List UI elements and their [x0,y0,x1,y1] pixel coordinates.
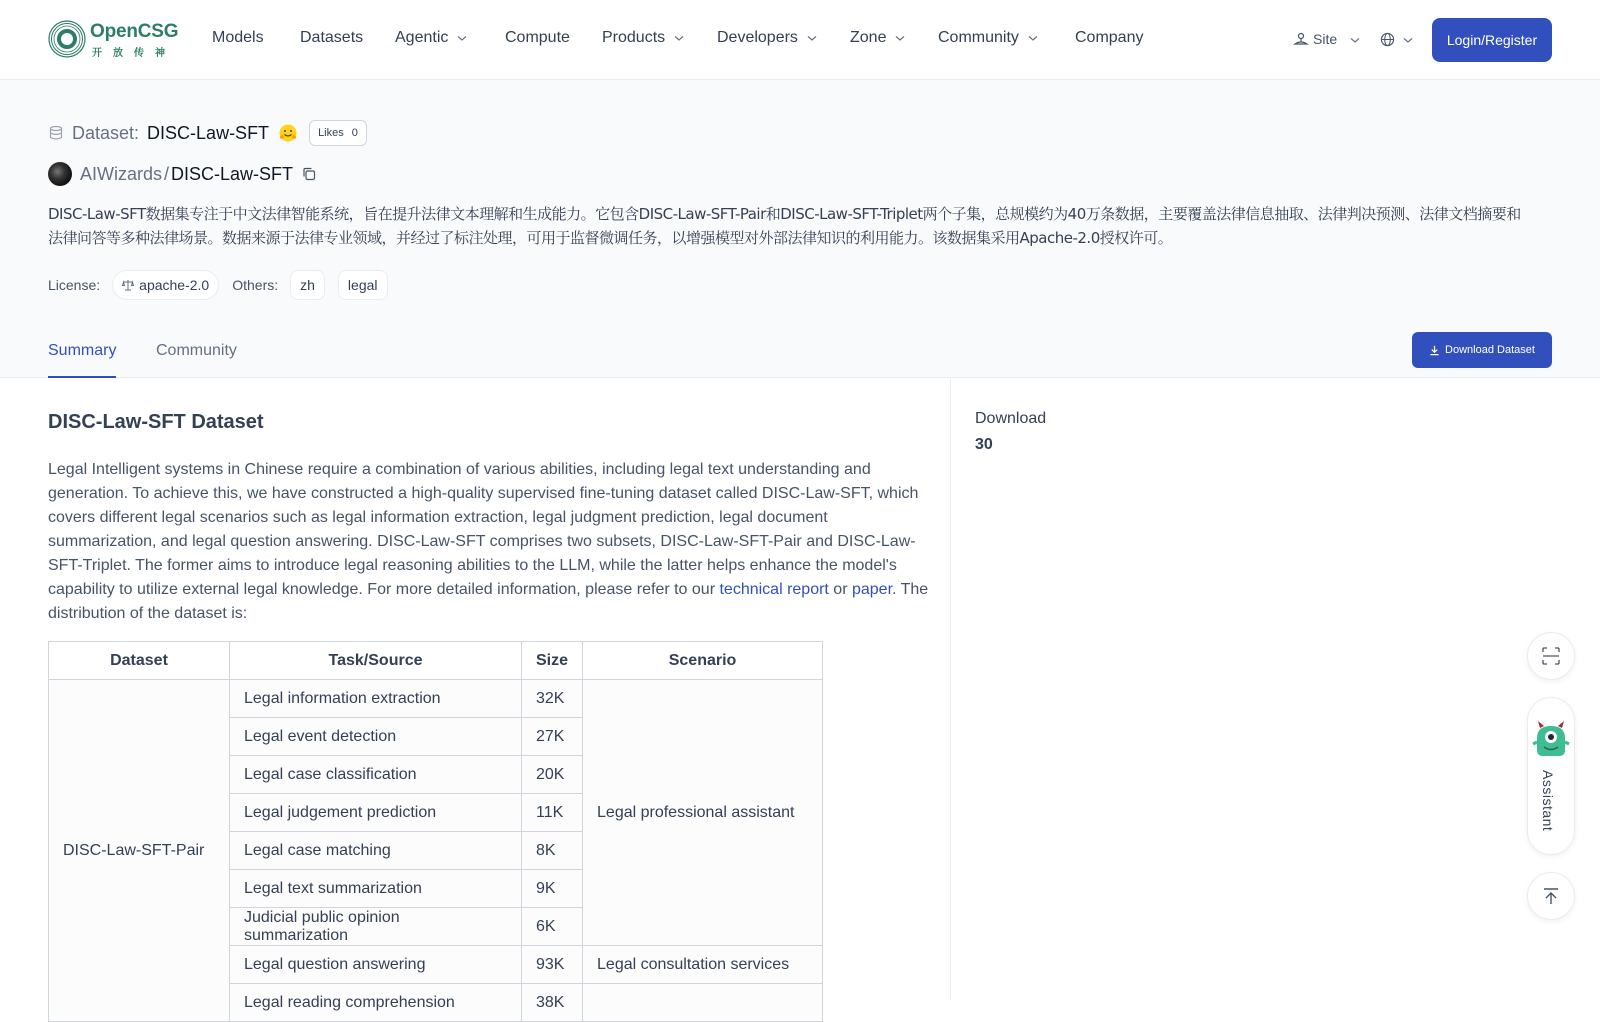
nav-products[interactable] [602,29,684,47]
assistant-label: Assistant [1540,770,1556,832]
login-register-button[interactable]: Login/Register [1432,18,1552,62]
download-stats [975,410,1046,454]
table-cell: 6K [522,908,583,946]
owner-link[interactable]: AIWizards [80,163,163,184]
chevron-down-icon [1028,33,1038,43]
table-cell: 9K [522,870,583,908]
opencsg-logo[interactable] [47,18,177,62]
readme-text: Legal Intelligent systems in Chinese require a combination of various abilities, including legal text understanding and generation. To achieve this, we have constructed a high-quality supervised fine-tuning dataset called DISC-Law-SFT, which covers different legal scenarios such as legal information extraction, legal judgment prediction, legal document summarization, and legal question answering. DISC-Law-SFT comprises two subsets, DISC-Law-SFT-Pair and DISC-Law-SFT-Triplet. The former aims to introduce legal reasoning abilities to the LLM, while the latter helps enhance the model's capability to utilize external legal knowledge. For more detailed information, please refer to our [48,461,919,598]
table-cell: Legal professional assistant [583,680,823,946]
table-cell: 8K [522,832,583,870]
dataset-distribution-table [48,641,823,1022]
assistant-monster-icon [1532,718,1570,758]
table-cell: 11K [522,794,583,832]
table-cell: Legal case matching [230,832,522,870]
back-to-top-button[interactable] [1527,872,1575,920]
table-cell: Legal case classification [230,756,522,794]
nav-zone[interactable] [850,29,905,47]
hugging-face-icon [278,123,298,143]
table-cell: Legal consultation services [583,946,823,984]
nav-agentic-label: Agentic [395,29,449,46]
dataset-tags [48,270,388,300]
nav-company-label: Company [1075,29,1144,46]
chevron-down-icon[interactable] [1403,35,1413,45]
readme-text: . The distribution of the dataset is: [48,581,929,622]
tag-chip[interactable]: legal [338,270,388,300]
dataset-name: DISC-Law-SFT [147,122,270,143]
nav-community-label: Community [938,29,1019,46]
site-selector[interactable] [1293,31,1337,47]
tab-summary[interactable]: Summary [48,342,117,359]
table-cell: Legal question answering [230,946,522,984]
technical-report-link[interactable]: technical report [719,581,829,598]
copy-icon[interactable] [301,166,317,182]
paper-link[interactable]: paper [851,581,893,598]
table-header: Dataset [49,642,230,680]
dataset-label: Dataset: [72,122,140,143]
readme-text: or [828,581,852,598]
chevron-down-icon [807,33,817,43]
site-label: Site [1313,31,1338,47]
tag-chip[interactable]: zh [290,270,325,300]
database-icon [48,125,64,141]
table-cell: 93K [522,946,583,984]
nav-company[interactable] [1075,29,1143,47]
logo-wordmark: OpenCSG [90,21,179,42]
chevron-down-icon[interactable] [1350,35,1360,45]
path-separator: / [164,163,170,184]
repo-path [48,162,317,186]
table-header: Size [522,642,583,680]
download-icon [1429,345,1440,356]
nav-products-label: Products [602,29,666,46]
assistant-button[interactable] [1527,697,1575,855]
nav-developers-label: Developers [717,29,798,46]
table-cell: 27K [522,718,583,756]
language-globe-icon[interactable] [1380,32,1395,47]
dataset-header [0,80,1600,378]
likes-button[interactable] [309,120,367,146]
download-label: Download [975,410,1047,427]
table-cell: Judicial public opinion summarization [230,908,522,946]
readme-title: DISC-Law-SFT Dataset [48,411,264,433]
scan-icon [1541,646,1561,666]
table-cell: Legal reading comprehension [230,984,522,1022]
nav-models-label: Models [212,29,264,46]
nav-compute[interactable] [505,29,570,47]
license-label: License: [48,277,101,293]
others-label: Others: [232,277,279,293]
nav-datasets[interactable] [300,29,363,47]
table-cell: DISC-Law-SFT-Pair [49,680,230,1022]
table-header-row [49,642,823,680]
table-cell: Legal event detection [230,718,522,756]
nav-models[interactable] [212,29,264,47]
nav-community[interactable] [938,29,1038,47]
arrow-up-icon [1541,886,1561,906]
table-cell: 38K [522,984,583,1022]
table-header: Task/Source [230,642,522,680]
chevron-down-icon [895,33,905,43]
table-cell: Legal information extraction [230,680,522,718]
repo-name: DISC-Law-SFT [171,163,294,184]
chevron-down-icon [674,33,684,43]
scan-button[interactable] [1527,632,1575,680]
likes-label: Likes [318,127,344,139]
dataset-title [48,120,367,146]
license-chip[interactable] [112,270,219,300]
table-header: Scenario [583,642,823,680]
nav-compute-label: Compute [505,29,570,46]
top-navigation-bar [0,0,1600,80]
chevron-down-icon [457,33,467,43]
download-dataset-button[interactable] [1412,332,1552,368]
nav-developers[interactable] [717,29,817,47]
license-value: apache-2.0 [139,277,210,293]
likes-count: 0 [351,127,358,139]
table-cell [583,984,823,1022]
download-dataset-label: Download Dataset [1445,344,1535,356]
table-cell: 32K [522,680,583,718]
table-cell: Legal text summarization [230,870,522,908]
nav-agentic[interactable] [395,29,467,47]
license-scale-icon [122,279,134,291]
opencsg-logo-icon [47,19,87,59]
owner-avatar[interactable] [48,162,72,186]
nav-datasets-label: Datasets [300,29,364,46]
tab-community[interactable]: Community [156,342,237,359]
table-cell: Legal judgement prediction [230,794,522,832]
table-cell: 20K [522,756,583,794]
readme-content [0,378,951,1011]
dataset-description: DISC-Law-SFT数据集专注于中文法律智能系统，旨在提升法律文本理解和生成能力。它包含DISC-Law-SFT-Pair和DISC-Law-SFT-Triplet两个子集，总规模约为40万条数据，主要覆盖法律信息抽取、法律判决预测、法律文档摘要和法律问答等多种法律场景。数据来源于法律专业领域，并经过了标注处理，可用于监督微调任务，以增强模型对外部法律知识的利用能力。该数据集采用Apache-2.0授权许可。 [48,205,1521,247]
readme-paragraph [48,458,933,626]
site-icon [1293,31,1309,47]
table-row [49,680,823,718]
logo-subtitle: 开放传神 [92,48,176,59]
download-count: 30 [975,436,993,453]
nav-zone-label: Zone [850,29,887,46]
